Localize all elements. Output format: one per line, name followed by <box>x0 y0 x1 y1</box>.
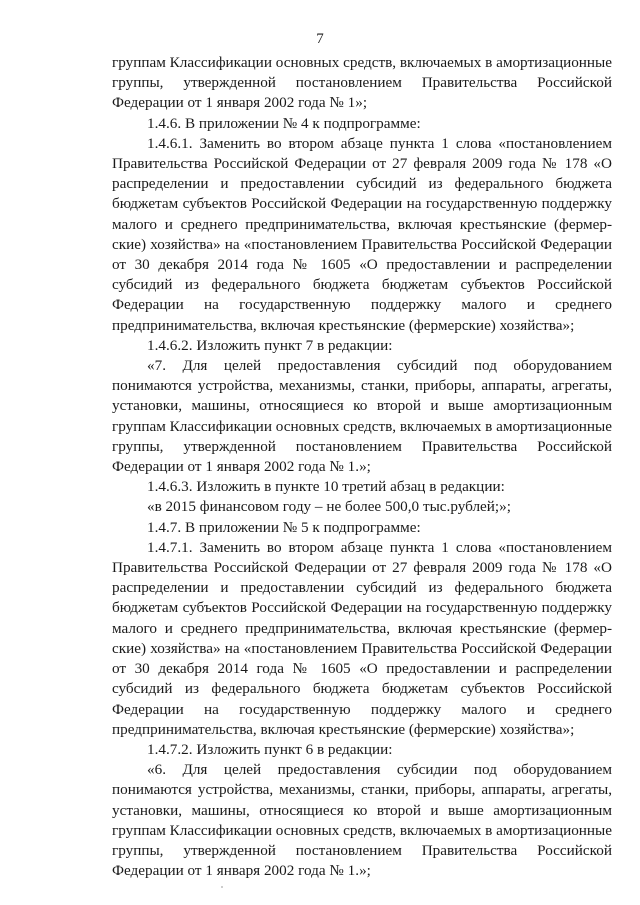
page-number: 7 <box>316 31 324 47</box>
paragraph-1-4-7-2: 1.4.7.2. Изложить пункт 6 в редакции: <box>147 740 393 758</box>
paragraph-1-4-7-1: 1.4.7.1. Заменить во втором абзаце пункта 1 слова «постановлением Правительства Российской Федерации от 27 февраля 2009 года № 178 «О распределении и предоставлении субсидий из федерального бюджета бюджетам субъектов Российской Федерации на государственную поддержку малого и среднего предпринимательства, включая крестьянские (фермерские) хозяйства» на «постановлением Правительства Российской Федерации от 30 декабря 2014 года № 1605 «О предоставлении и распределении субсидий из федерального бюджета бюджетам субъектов Российской Федерации на государственную поддержку малого и среднего предпринимательства, включая крестьянские (фермерские) хозяйства»; <box>112 538 612 738</box>
paragraph-continuation: группам Классификации основных средств, включаемых в амортизационные группы, утвержденной постановлением Правительства Российской Федерации от 1 января 2002 года № 1»; <box>112 54 612 112</box>
paragraph-1-4-6-3: 1.4.6.3. Изложить в пункте 10 третий абзац в редакции: <box>147 478 505 496</box>
paragraph-item-7-text: «7. Для целей предоставления субсидий под оборудованием понимаются устройства, механизмы, станки, приборы, аппараты, агрегаты, установки, машины, относящиеся ко второй и выше амортизационным группам Классификации основных средств, включаемых в амортизационные группы, утвержденной постановлением Правительства Российской Федерации от 1 января 2002 года № 1.»; <box>112 357 612 476</box>
paragraph-2015-limit: «в 2015 финансовом году – не более 500,0 тыс.рублей;»; <box>147 498 511 516</box>
paragraph-item-6-text: «6. Для целей предоставления субсидии под оборудованием понимаются устройства, механизмы, станки, приборы, аппараты, агрегаты, установки, машины, относящиеся ко второй и выше амортизационным группам Классификации основных средств, включаемых в амортизационные группы, утвержденной постановлением Правительства Российской Федерации от 1 января 2002 года № 1.»; <box>112 761 612 880</box>
scan-artifact-dot <box>221 886 223 888</box>
paragraph-1-4-6-2: 1.4.6.2. Изложить пункт 7 в редакции: <box>147 336 393 354</box>
paragraph-1-4-6: 1.4.6. В приложении № 4 к подпрограмме: <box>147 114 421 132</box>
paragraph-1-4-6-1: 1.4.6.1. Заменить во втором абзаце пункта 1 слова «постановлением Правительства Российской Федерации от 27 февраля 2009 года № 178 «О распределении и предоставлении субсидий из федерального бюджета бюджетам субъектов Российской Федерации на государственную поддержку малого и среднего предпринимательства, включая крестьянские (фермерские) хозяйства» на «постановлением Правительства Российской Федерации от 30 декабря 2014 года № 1605 «О предоставлении и распределении субсидий из федерального бюджета бюджетам субъектов Российской Федерации на государственную поддержку малого и среднего предпринимательства, включая крестьянские (фермерские) хозяйства»; <box>112 134 612 334</box>
document-body <box>112 53 612 881</box>
paragraph-1-4-7: 1.4.7. В приложении № 5 к подпрограмме: <box>147 518 421 536</box>
